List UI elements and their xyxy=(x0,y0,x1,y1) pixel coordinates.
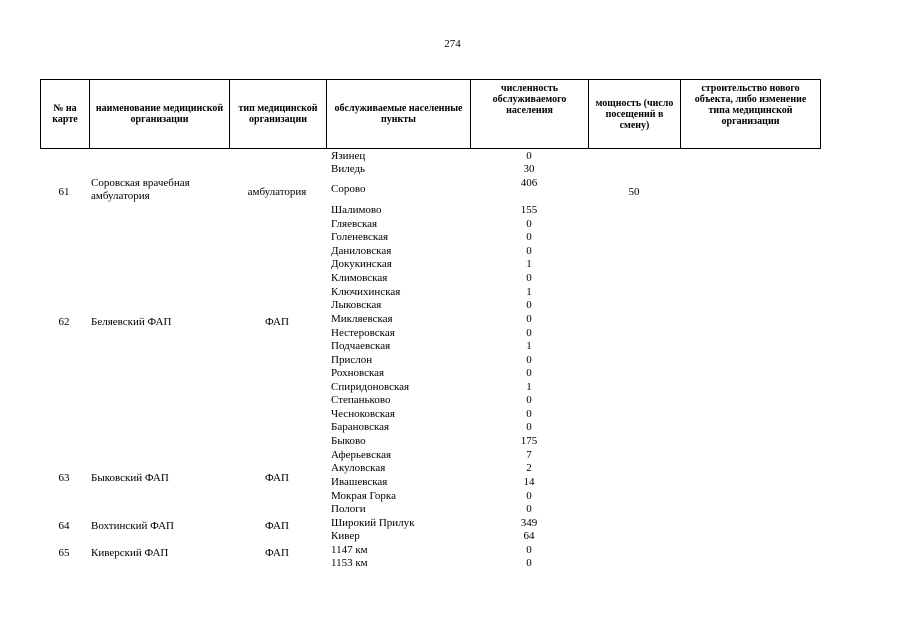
header-type: тип медицинской организации xyxy=(229,79,326,149)
settlement-population: 0 xyxy=(526,313,532,325)
org-type: амбулатория xyxy=(247,186,307,198)
settlement-population: 0 xyxy=(526,299,532,311)
settlement-name: Аферьевская xyxy=(331,449,392,461)
settlement-population: 1 xyxy=(526,381,532,393)
settlement-population: 7 xyxy=(526,449,532,461)
settlement-name: Гляевская xyxy=(331,218,378,230)
settlement-name: Ключихинская xyxy=(331,286,401,298)
org-name: Соровская врачебная амбулатория xyxy=(91,177,190,202)
settlement-population: 0 xyxy=(526,218,532,230)
settlement-name: Виледь xyxy=(331,163,366,175)
settlement-name: Климовская xyxy=(331,272,388,284)
org-name: Вохтинский ФАП xyxy=(91,520,175,532)
org-type: ФАП xyxy=(265,547,289,559)
header-capacity: мощность (число посещений в смену) xyxy=(588,79,680,149)
org-type: ФАП xyxy=(265,520,289,532)
settlement-name: Рохновская xyxy=(331,367,385,379)
settlement-population: 0 xyxy=(526,231,532,243)
settlement-population: 0 xyxy=(526,354,532,366)
org-name: Беляевский ФАП xyxy=(91,316,172,328)
settlement-name: Даниловская xyxy=(331,245,392,257)
settlement-name: Пологи xyxy=(331,503,366,515)
settlement-population: 175 xyxy=(520,435,538,447)
settlement-population: 0 xyxy=(526,408,532,420)
org-number: 62 xyxy=(58,316,70,328)
settlement-population: 349 xyxy=(520,517,538,529)
settlement-name: Сорово xyxy=(331,183,366,195)
settlement-population: 1 xyxy=(526,258,532,270)
settlement-population: 14 xyxy=(523,476,535,488)
settlement-name: Микляевская xyxy=(331,313,393,325)
settlement-name: Быково xyxy=(331,435,366,447)
org-number: 61 xyxy=(58,186,70,198)
org-type: ФАП xyxy=(265,316,289,328)
settlement-name: Голеневская xyxy=(331,231,389,243)
settlement-population: 64 xyxy=(523,530,535,542)
settlement-population: 0 xyxy=(526,327,532,339)
settlement-name: Широкий Прилук xyxy=(331,517,415,529)
settlement-name: Докукинская xyxy=(331,258,392,270)
settlement-name: Спиридоновская xyxy=(331,381,410,393)
settlement-name: Шалимово xyxy=(331,204,382,216)
page-number: 274 xyxy=(444,38,461,50)
settlement-name: Язинец xyxy=(331,150,366,162)
settlement-population: 0 xyxy=(526,503,532,515)
settlement-name: Прислон xyxy=(331,354,373,366)
settlement-name: Барановская xyxy=(331,421,390,433)
settlement-name: Степаньково xyxy=(331,394,391,406)
settlement-population: 0 xyxy=(526,245,532,257)
settlement-population: 0 xyxy=(526,394,532,406)
org-number: 63 xyxy=(58,472,70,484)
settlement-name: Акуловская xyxy=(331,462,386,474)
settlement-name: Ивашевская xyxy=(331,476,388,488)
settlement-name: Чесноковская xyxy=(331,408,395,420)
settlement-population: 2 xyxy=(526,462,532,474)
settlement-name: 1153 км xyxy=(331,557,368,569)
header-population: численность обслуживаемого населения xyxy=(470,79,588,149)
settlement-population: 0 xyxy=(526,367,532,379)
settlement-name: Кивер xyxy=(331,530,360,542)
settlement-population: 0 xyxy=(526,150,532,162)
settlement-name: Мокрая Горка xyxy=(331,490,396,502)
header-num: № на карте xyxy=(40,79,89,149)
org-capacity: 50 xyxy=(628,186,640,198)
header-name: наименование медицинской организации xyxy=(89,79,229,149)
settlement-name: 1147 км xyxy=(331,544,368,556)
header-settlements: обслуживаемые населенные пункты xyxy=(326,79,470,149)
settlement-population: 0 xyxy=(526,272,532,284)
settlement-population: 1 xyxy=(526,340,532,352)
settlement-population: 0 xyxy=(526,557,532,569)
settlement-name: Лыковская xyxy=(331,299,382,311)
header-construction: строительство нового объекта, либо изменение типа медицинской организации xyxy=(680,79,821,149)
settlement-population: 155 xyxy=(520,204,538,216)
settlement-population: 30 xyxy=(523,163,535,175)
settlement-population: 0 xyxy=(526,490,532,502)
settlement-name: Подчаевская xyxy=(331,340,391,352)
org-number: 65 xyxy=(58,547,70,559)
settlement-population: 0 xyxy=(526,421,532,433)
settlement-population: 0 xyxy=(526,544,532,556)
org-name: Быковский ФАП xyxy=(91,472,169,484)
settlement-population: 406 xyxy=(520,177,538,189)
settlement-name: Нестеровская xyxy=(331,327,395,339)
org-name: Киверский ФАП xyxy=(91,547,169,559)
org-type: ФАП xyxy=(265,472,289,484)
org-number: 64 xyxy=(58,520,70,532)
settlement-population: 1 xyxy=(526,286,532,298)
